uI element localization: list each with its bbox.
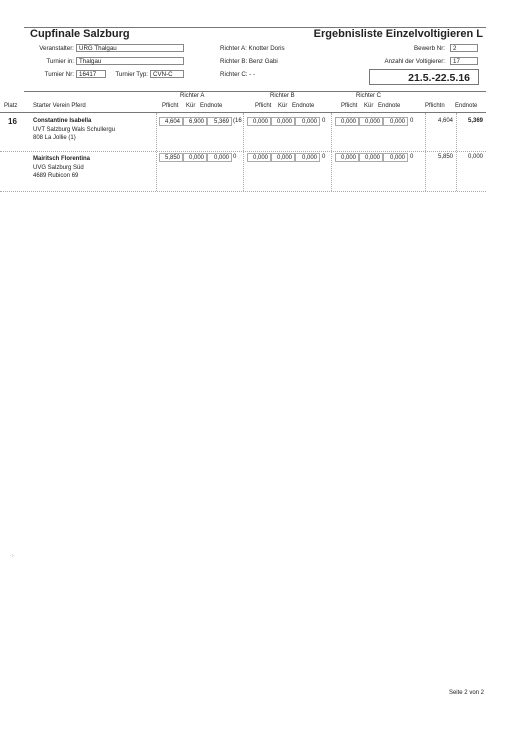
col-divider: [243, 113, 244, 191]
b-endnote: 0,000: [295, 117, 320, 126]
judge-b: Richter B: Benz Gabi: [220, 58, 278, 65]
row-divider: [0, 151, 486, 152]
organizer-label: Veranstalter:: [39, 45, 74, 52]
starter-horse: 808 La Jollie (1): [33, 135, 76, 141]
a-pflicht: 5,850: [159, 153, 183, 162]
c-endnote: 0,000: [383, 153, 408, 162]
col-divider: [156, 113, 157, 191]
b-rank: 0: [322, 154, 326, 160]
row-starter: [33, 117, 115, 143]
organizer-field: URG Thalgau: [76, 44, 184, 52]
row-platz: 16: [8, 117, 17, 126]
a-endnote-header: Endnote: [200, 103, 223, 109]
judge-a: Richter A: Knotter Doris: [220, 45, 285, 52]
a-pflicht-header: Pflicht: [162, 103, 179, 109]
starter-horse: 4689 Rubicon 69: [33, 173, 79, 179]
row-pflichtn: 4,604: [437, 118, 453, 124]
c-rank: 0: [410, 154, 414, 160]
c-kuer: 0,000: [359, 153, 383, 162]
c-pflicht: 0,000: [335, 117, 359, 126]
col-starter: Starter Verein Pferd: [33, 103, 86, 109]
b-kuer: 0,000: [271, 153, 295, 162]
judge-c-header: Richter C: [356, 93, 382, 99]
tournament-type-field: CVN-C: [150, 70, 184, 78]
row-divider: [0, 191, 486, 192]
c-pflicht-header: Pflicht: [341, 103, 358, 109]
list-title: Ergebnisliste Einzelvoltigieren L: [313, 28, 483, 40]
competition-nr-label: Bewerb Nr:: [414, 45, 445, 52]
col-pflichtn: Pflichtn: [425, 103, 445, 109]
event-title: Cupfinale Salzburg: [30, 28, 130, 40]
col-divider: [456, 113, 457, 191]
judge-c: Richter C: - -: [220, 71, 256, 78]
b-pflicht: 0,000: [247, 153, 271, 162]
date-range: 21.5.-22.5.16: [369, 69, 479, 85]
a-endnote: 0,000: [207, 153, 232, 162]
col-endnote: Endnote: [455, 103, 478, 109]
page-footer: Seite 2 von 2: [448, 690, 484, 696]
b-kuer: 0,000: [271, 117, 295, 126]
starter-name: Mairitsch Florentina: [33, 156, 91, 162]
tournament-nr-label: Turnier Nr:: [44, 71, 74, 78]
a-kuer-header: Kür: [186, 103, 196, 109]
starter-name: Constantine Isabella: [33, 118, 92, 124]
col-divider: [331, 113, 332, 191]
col-divider: [425, 113, 426, 191]
row-endnote: 0,000: [467, 154, 483, 160]
starter-club: UVG Salzburg Süd: [33, 164, 84, 171]
b-pflicht-header: Pflicht: [255, 103, 272, 109]
c-kuer: 0,000: [359, 117, 383, 126]
a-kuer: 0,000: [183, 153, 207, 162]
a-pflicht: 4,604: [159, 117, 183, 126]
starter-club: UVT Salzburg Wals Schullergu: [33, 126, 116, 133]
a-rank: (16: [233, 118, 242, 124]
b-pflicht: 0,000: [247, 117, 271, 126]
competition-nr-field: 2: [450, 44, 478, 52]
b-kuer-header: Kür: [278, 103, 288, 109]
tournament-nr-field: 16417: [76, 70, 106, 78]
judge-a-header: Richter A: [180, 93, 205, 99]
a-rank: 0: [233, 154, 237, 160]
count-field: 17: [450, 57, 478, 65]
b-endnote: 0,000: [295, 153, 320, 162]
a-kuer: 6,900: [183, 117, 207, 126]
scan-mark: ·:·: [10, 553, 15, 559]
tournament-type-label: Turnier Typ:: [115, 71, 148, 78]
venue-label: Turnier in:: [46, 58, 74, 65]
row-pflichtn: 5,850: [437, 154, 453, 160]
c-endnote-header: Endnote: [378, 103, 401, 109]
venue-field: Thalgau: [76, 57, 184, 65]
c-endnote: 0,000: [383, 117, 408, 126]
b-endnote-header: Endnote: [292, 103, 315, 109]
b-rank: 0: [322, 118, 326, 124]
row-endnote: 5,369: [467, 118, 483, 124]
c-kuer-header: Kür: [364, 103, 374, 109]
a-endnote: 5,369: [207, 117, 232, 126]
count-label: Anzahl der Voltigierer:: [384, 58, 445, 65]
c-rank: 0: [410, 118, 414, 124]
judge-b-header: Richter B: [270, 93, 295, 99]
c-pflicht: 0,000: [335, 153, 359, 162]
col-platz: Platz: [4, 103, 18, 109]
row-starter: [33, 155, 90, 181]
